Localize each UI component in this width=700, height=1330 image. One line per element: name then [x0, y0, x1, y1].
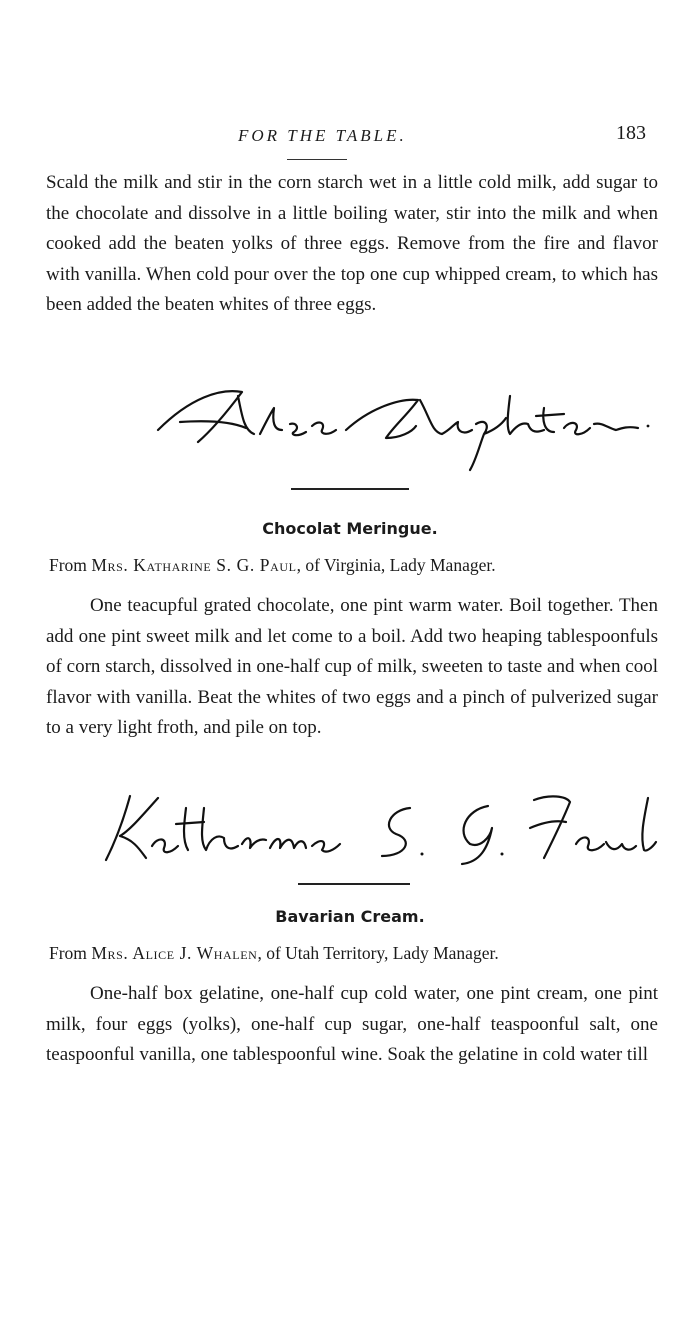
recipe-source	[49, 555, 661, 576]
recipe-body: One-half box gelatine, one-half cup cold water, one pint cream, one pint milk, four eggs (yolks), one-half cup sugar, one-half teaspoonful salt, one teaspoonful vanilla, one tablespoonful wine. Soak the gelatine in cold water till	[46, 983, 658, 1065]
recipe-source	[49, 943, 661, 964]
source-name: Mrs. Alice J. Whalen	[91, 943, 258, 963]
source-suffix: , of Virginia, Lady Manager.	[296, 555, 496, 575]
source-suffix: , of Utah Territory, Lady Manager.	[257, 943, 499, 963]
source-name: Mrs. Katharine S. G. Paul	[91, 555, 297, 575]
source-prefix: From	[49, 943, 92, 963]
recipe-title: Bavarian Cream.	[275, 907, 425, 926]
page-number: 183	[616, 122, 646, 144]
source-prefix: From	[49, 555, 92, 575]
section-divider	[298, 883, 410, 885]
intro-paragraph: Scald the milk and stir in the corn starch wet in a little cold milk, add sugar to the chocolate and dissolve in a little boiling water, stir into the milk and when cooked add the beaten yolks of three eggs. Remove from the fire and flavor with vanilla. When cold pour over the top one cup whipped cream, to which has been added the beaten whites of three eggs.	[46, 172, 658, 315]
running-title: FOR THE TABLE.	[238, 126, 407, 145]
header-rule	[287, 159, 347, 160]
signature-katharine-s-g-paul	[100, 788, 660, 868]
signature-alice-houghton	[150, 378, 660, 478]
section-divider	[291, 488, 409, 490]
recipe-title: Chocolat Meringue.	[262, 519, 438, 538]
recipe-body: One teacupful grated chocolate, one pint warm water. Boil together. Then add one pint sweet milk and let come to a boil. Add two heaping tablespoonfuls of corn starch, dissolved in one-half cup of milk, sweeten to taste and when cool flavor with vanilla. Beat the whites of two eggs and a pinch of pulverized sugar to a very light froth, and pile on top.	[46, 595, 658, 738]
running-head	[0, 118, 700, 158]
